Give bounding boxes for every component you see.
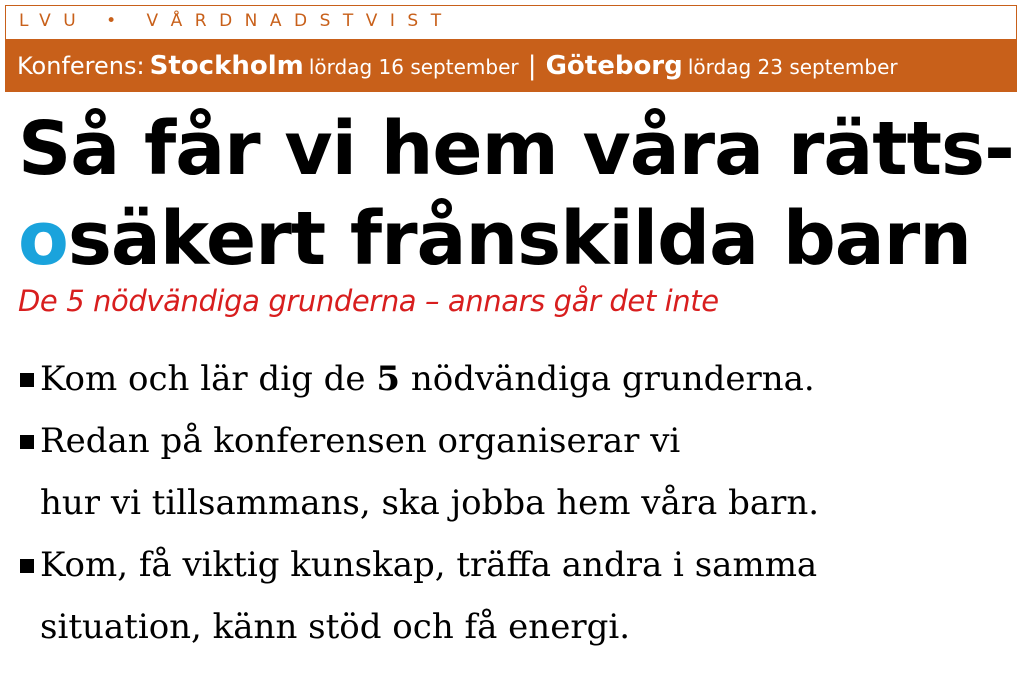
headline-accent-letter: o (18, 196, 68, 282)
bullet-line (40, 348, 1024, 410)
bullet-item (0, 348, 1024, 410)
bullet-line: Kom, få viktig kunskap, träffa andra i samma (40, 545, 818, 585)
bullet-line: hur vi tillsammans, ska jobba hem våra barn. (40, 483, 820, 523)
bullet-number: 5 (376, 359, 401, 399)
bullet-line: situation, känn stöd och få energi. (40, 607, 631, 647)
banner-city-goteborg: Göteborg (545, 51, 683, 81)
banner-city-stockholm: Stockholm (149, 51, 304, 81)
subtitle: De 5 nödvändiga grunderna – annars går det inte (18, 284, 719, 318)
headline-line-2: säkert frånskilda barn (67, 196, 971, 282)
bullet-line: Redan på konferensen organiserar vi (40, 421, 681, 461)
square-bullet-icon (20, 435, 34, 449)
bullet-item (0, 534, 1024, 658)
banner-lead: Konferens: (17, 52, 145, 80)
bullet-text: Kom och lär dig de (40, 359, 377, 399)
header-bar (5, 5, 1017, 40)
banner-date-stockholm: lördag 16 september (308, 55, 519, 79)
square-bullet-icon (20, 373, 34, 387)
bullet-text: nödvändiga grunderna. (400, 359, 815, 399)
banner-date-goteborg: lördag 23 september (687, 55, 898, 79)
headline-line-1: Så får vi hem våra rätts- (18, 106, 1014, 192)
bullet-list (0, 348, 1024, 658)
banner-separator: | (527, 51, 537, 81)
conference-banner (5, 40, 1017, 92)
bullet-item (0, 410, 1024, 534)
headline (18, 104, 1018, 284)
square-bullet-icon (20, 559, 34, 573)
header-kicker: LVU • VÅRDNADSTVIST (19, 11, 454, 31)
